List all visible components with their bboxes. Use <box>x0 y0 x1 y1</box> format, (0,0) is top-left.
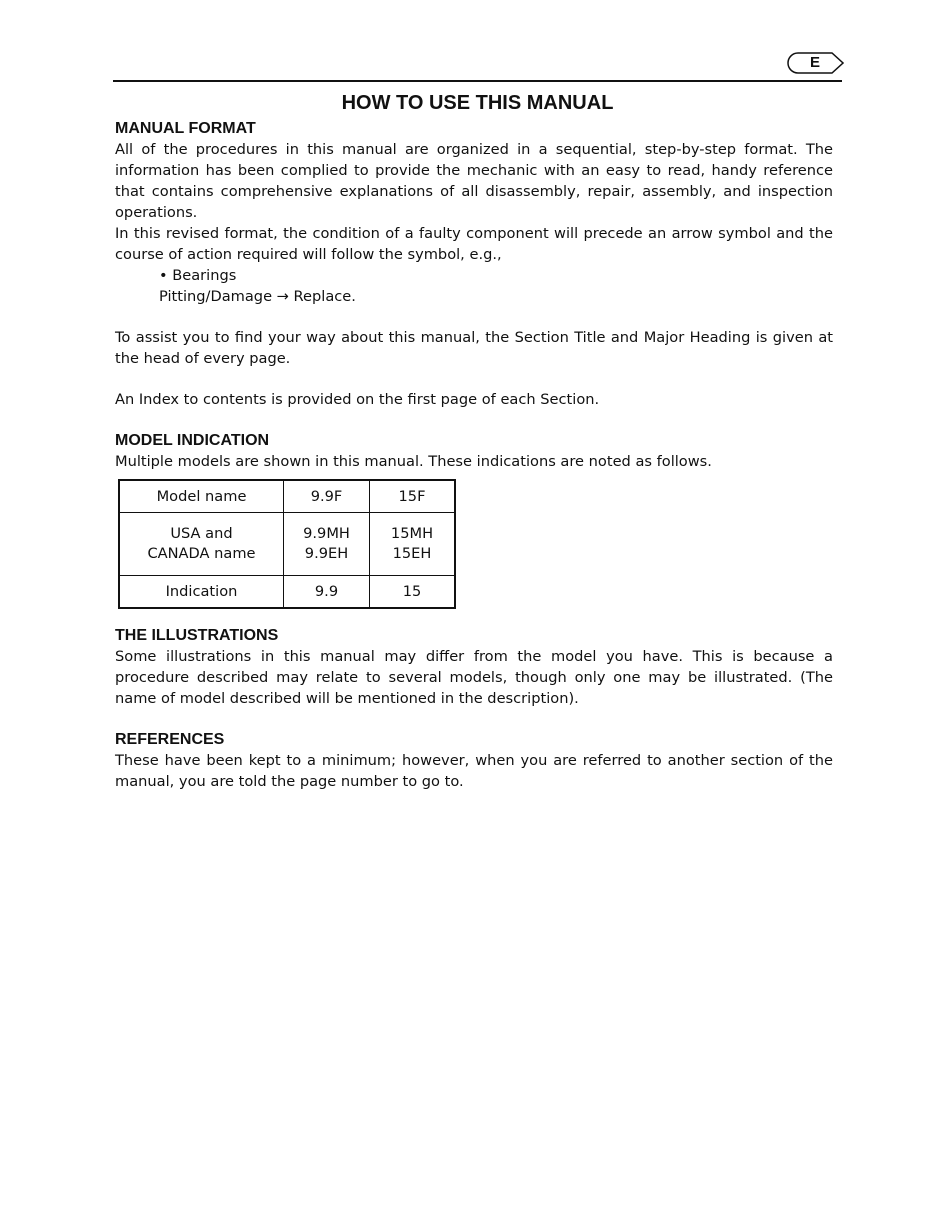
manual-format-paragraph-1: All of the procedures in this manual are organized in a sequential, step-by-step format. The information has been complied to provide the mechanic with an easy to read, handy reference that contains comprehensive explanations of all disassembly, repair, assembly, and inspection operations. <box>115 141 833 221</box>
table-cell <box>119 513 284 576</box>
language-badge <box>786 52 844 74</box>
manual-format-paragraph-4: An Index to contents is provided on the first page of each Section. <box>115 391 600 408</box>
section-manual-format <box>115 118 833 410</box>
illustrations-body: Some illustrations in this manual may differ from the model you have. This is because a procedure described may relate to several models, though only one may be illustrated. (The name of model described will be mentioned in the description). <box>115 648 833 707</box>
table-cell-line: 9.9EH <box>304 545 349 562</box>
section-references <box>115 729 833 792</box>
table-row <box>119 513 455 576</box>
table-cell-line: USA and <box>170 525 233 542</box>
table-cell-line: CANADA name <box>147 545 256 562</box>
table-cell-line: 15MH <box>390 525 434 542</box>
model-indication-table <box>118 479 456 609</box>
page-title: HOW TO USE THIS MANUAL <box>341 92 614 114</box>
table-cell: Indication <box>119 576 284 609</box>
language-badge-letter: E <box>809 54 820 71</box>
table-cell <box>370 513 456 576</box>
table-cell: 15 <box>370 576 456 609</box>
manual-format-paragraph-3: To assist you to find your way about this manual, the Section Title and Major Heading is given at the head of every page. <box>115 329 833 367</box>
table-cell: 9.9F <box>284 480 370 513</box>
example-bullet-detail: Pitting/Damage → Replace. <box>159 288 356 305</box>
example-bullet <box>115 265 833 307</box>
table-cell <box>284 513 370 576</box>
references-body: These have been kept to a minimum; however, when you are referred to another section of the manual, you are told the page number to go to. <box>115 752 833 790</box>
table-cell: 15F <box>370 480 456 513</box>
table-row <box>119 576 455 609</box>
section-illustrations <box>115 625 833 709</box>
table-cell-line: 15EH <box>392 545 432 562</box>
table-cell-line: 9.9MH <box>303 525 350 542</box>
page-content <box>115 118 833 792</box>
illustrations-heading: THE ILLUSTRATIONS <box>115 627 279 644</box>
model-indication-heading: MODEL INDICATION <box>115 432 270 449</box>
table-cell: Model name <box>119 480 284 513</box>
header-rule <box>113 80 842 82</box>
model-indication-intro: Multiple models are shown in this manual. These indications are noted as follows. <box>115 453 712 470</box>
references-heading: REFERENCES <box>115 731 225 748</box>
example-bullet-item: • Bearings <box>159 267 237 284</box>
manual-format-paragraph-2: In this revised format, the condition of a faulty component will precede an arrow symbol and the course of action required will follow the symbol, e.g., <box>115 225 833 263</box>
section-model-indication <box>115 430 833 609</box>
table-row <box>119 480 455 513</box>
table-cell: 9.9 <box>284 576 370 609</box>
manual-format-heading: MANUAL FORMAT <box>115 120 256 137</box>
